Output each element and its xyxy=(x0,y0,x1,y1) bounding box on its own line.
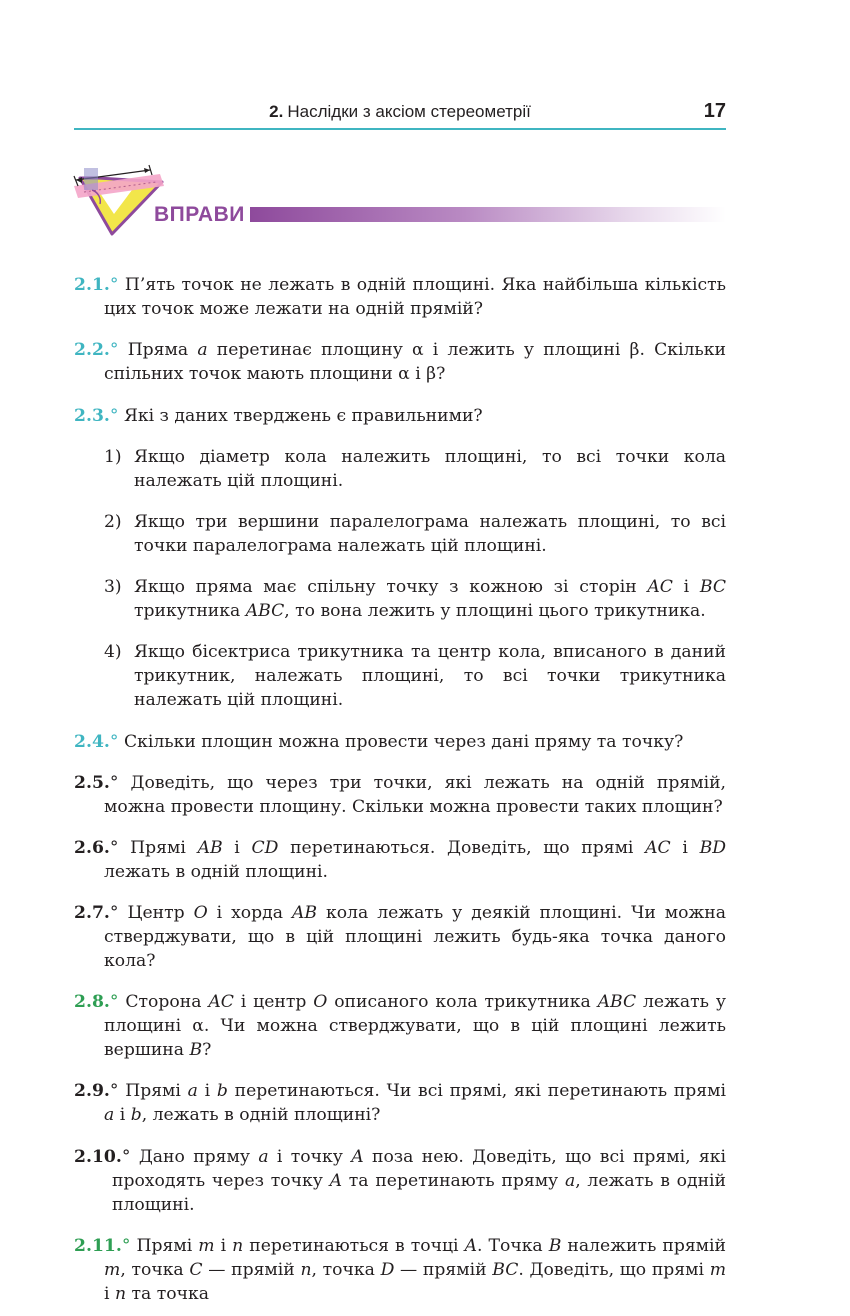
exercise-text: Доведіть, що через три точки, які лежать на одній прямій, можна провести площину. Скільки можна провести таких площин? xyxy=(104,772,726,817)
exercise-text: лежать у площині α. Чи можна стверджувати, що в цій площині лежить вершина xyxy=(104,992,726,1061)
math-var: A xyxy=(329,1170,343,1191)
exercise-text: . Точка xyxy=(477,1235,549,1256)
math-var: AC xyxy=(647,577,673,598)
exercise-text: П’ять точок не лежать в одній площині. Яка найбільша кількість цих точок може лежати на одній прямій? xyxy=(104,275,726,320)
math-var: m xyxy=(104,1259,121,1280)
exercise-number: 2.11. xyxy=(74,1235,122,1256)
exercise-2-3: 2.3.° Які з даних тверджень є правильними? xyxy=(74,405,483,426)
item-text: Якщо пряма має спільну точку з кожною зі сторін xyxy=(134,577,648,598)
ruler-triangle-icon xyxy=(70,160,170,240)
math-var: B xyxy=(548,1235,562,1256)
chapter-number: 2. xyxy=(269,102,284,121)
exercise-number: 2.3. xyxy=(74,405,110,426)
exercise-text: та перетинають пряму xyxy=(342,1170,565,1191)
exercise-text: перетинаються в точці xyxy=(243,1235,465,1256)
math-var: n xyxy=(232,1235,244,1256)
exercise-text: ? xyxy=(202,1040,212,1061)
exercise-text: Прямі xyxy=(136,1235,199,1256)
exercise-2-5: 2.5.° Доведіть, що через три точки, які лежать на одній прямій, можна провести площину. Скільки можна провести таких площин? xyxy=(74,772,726,817)
exercise-number: 2.4. xyxy=(74,731,110,752)
exercise-text: Пряма xyxy=(127,340,198,361)
item-number: 2) xyxy=(104,511,122,532)
exercise-text: . Доведіть, що прямі xyxy=(518,1259,710,1280)
exercise-2-9: 2.9.° Прямі a і b перетинаються. Чи всі прямі, які перетинають прямі a і b, лежать в одній площині? xyxy=(74,1081,726,1126)
exercise-text: , точка xyxy=(120,1259,190,1280)
exercise-text: і xyxy=(214,1235,233,1256)
exercise-text: перетинаються. Чи всі прямі, які перетинають прямі xyxy=(227,1081,726,1102)
exercise-text: — прямій xyxy=(394,1259,493,1280)
page-number: 17 xyxy=(703,100,726,122)
exercise-list xyxy=(74,256,726,1316)
exercises-banner xyxy=(70,160,730,240)
item-text: , то вона лежить у площині цього трикутника. xyxy=(284,601,706,622)
exercise-text: Прямі xyxy=(130,837,198,858)
list-item xyxy=(104,445,726,493)
math-var: B xyxy=(189,1040,203,1061)
exercise-text: і точку xyxy=(268,1146,352,1167)
exercise-number: 2.1. xyxy=(74,275,110,296)
exercise-2-2: 2.2.° Пряма a перетинає площину α і лежить у площині β. Скільки спільних точок мають площини α і β? xyxy=(74,340,726,385)
math-var: A xyxy=(464,1235,478,1256)
exercise-text: Центр xyxy=(127,903,194,924)
math-var: BD xyxy=(699,837,726,858)
exercise-number: 2.2. xyxy=(74,340,110,361)
math-var: n xyxy=(114,1283,127,1304)
exercise-text: Які з даних тверджень є правильними? xyxy=(123,405,483,426)
math-var: C xyxy=(189,1259,203,1280)
exercise-2-3-items xyxy=(74,445,726,713)
running-header xyxy=(74,98,726,130)
math-var: ABC xyxy=(245,601,285,622)
math-var: AB xyxy=(291,903,317,924)
exercise-text: і xyxy=(197,1081,217,1102)
list-item xyxy=(104,575,726,623)
item-text: Якщо діаметр кола належить площині, то всі точки кола належать цій площині. xyxy=(134,446,726,491)
exercise-2-1: 2.1.° П’ять точок не лежать в одній площині. Яка найбільша кількість цих точок може лежати на одній прямій? xyxy=(74,275,726,320)
math-var: ABC xyxy=(597,992,637,1013)
exercise-text: і xyxy=(114,1105,131,1126)
exercise-text: , лежать в одній площині? xyxy=(141,1105,381,1126)
math-var: a xyxy=(197,340,208,361)
math-var: m xyxy=(709,1259,727,1280)
exercise-text: — прямій xyxy=(202,1259,301,1280)
math-var: O xyxy=(313,992,328,1013)
math-var: m xyxy=(198,1235,215,1256)
math-var: AC xyxy=(645,837,671,858)
item-number: 4) xyxy=(104,642,122,663)
math-var: a xyxy=(187,1081,198,1102)
item-text: Якщо бісектриса трикутника та центр кола, вписаного в даний трикутник, належать площині, то всі точки трикутника належать цій площині. xyxy=(134,642,726,711)
math-var: b xyxy=(130,1105,142,1126)
exercise-number: 2.5. xyxy=(74,772,110,793)
exercise-text: лежать в одній площині. xyxy=(104,861,328,882)
exercise-text: і xyxy=(222,837,252,858)
math-var: a xyxy=(564,1170,576,1191)
exercise-text: , лежать в одній площині. xyxy=(112,1170,726,1215)
chapter-title: Наслідки з аксіом стереометрії xyxy=(287,102,531,121)
list-item xyxy=(104,510,726,558)
math-var: CD xyxy=(251,837,279,858)
exercise-number: 2.8. xyxy=(74,992,110,1013)
item-text: і xyxy=(672,577,700,598)
exercise-text: описаного кола трикутника xyxy=(327,992,598,1013)
exercise-2-10: 2.10.° Дано пряму a і точку A поза нею. Доведіть, що всі прямі, які проходять через точку A та перетинають пряму a, лежать в одній площині. xyxy=(74,1146,727,1215)
exercises-title: ВПРАВИ xyxy=(154,203,245,226)
math-var: BC xyxy=(699,577,726,598)
exercise-2-11: 2.11.° Прямі m і n перетинаються в точці A. Точка B належить прямій m, точка C — прямій n, точка D — прямій BC. Доведіть, що прямі m і n та точка xyxy=(74,1235,727,1304)
exercise-2-7: 2.7.° Центр O і хорда AB кола лежать у деякій площині. Чи можна стверджувати, що в цій площині лежить будь-яка точка даного кола? xyxy=(74,903,727,972)
exercise-text: і центр xyxy=(233,992,314,1013)
exercise-text: кола лежать у деякій площині. Чи можна стверджувати, що в цій площині лежить будь-яка точка даного кола? xyxy=(104,903,727,972)
math-var: a xyxy=(258,1146,269,1167)
exercise-text: поза нею. Доведіть, що всі прямі, які проходять через точку xyxy=(112,1146,727,1191)
exercise-2-4: 2.4.° Скільки площин можна провести через дані пряму та точку? xyxy=(74,731,684,752)
exercise-text: Скільки площин можна провести через дані пряму та точку? xyxy=(123,731,684,752)
math-var: b xyxy=(216,1081,228,1102)
math-var: AC xyxy=(208,992,234,1013)
banner-gradient-bar xyxy=(250,207,726,222)
exercise-text: і xyxy=(104,1283,115,1304)
exercise-number: 2.10. xyxy=(74,1146,122,1167)
list-item xyxy=(104,640,726,712)
item-number: 3) xyxy=(104,577,122,598)
exercise-text: Дано пряму xyxy=(138,1146,259,1167)
item-number: 1) xyxy=(104,446,122,467)
math-var: n xyxy=(300,1259,312,1280)
exercise-text: Сторона xyxy=(125,992,209,1013)
math-var: D xyxy=(380,1259,395,1280)
exercise-text: перетинає площину α і лежить у площині β. Скільки спільних точок мають площини α і β? xyxy=(104,340,726,385)
item-text: Якщо три вершини паралелограма належать площині, то всі точки паралелограма належать цій площині. xyxy=(134,511,726,556)
exercise-text: і xyxy=(670,837,700,858)
math-var: a xyxy=(104,1105,115,1126)
exercise-text: та точка xyxy=(126,1283,209,1304)
exercise-text: Прямі xyxy=(125,1081,188,1102)
chapter-heading xyxy=(74,102,726,122)
exercise-text: , точка xyxy=(311,1259,381,1280)
exercise-text: перетинаються. Доведіть, що прямі xyxy=(278,837,646,858)
math-var: O xyxy=(193,903,208,924)
exercise-number: 2.6. xyxy=(74,837,110,858)
item-text: трикутника xyxy=(134,601,246,622)
exercise-2-8: 2.8.° Сторона AC і центр O описаного кола трикутника ABC лежать у площині α. Чи можна стверджувати, що в цій площині лежить вершина B? xyxy=(74,992,726,1061)
exercise-text: і хорда xyxy=(207,903,292,924)
math-var: AB xyxy=(197,837,223,858)
exercise-number: 2.9. xyxy=(74,1081,110,1102)
exercise-text: належить прямій xyxy=(561,1235,726,1256)
exercise-number: 2.7. xyxy=(74,903,110,924)
exercise-2-6: 2.6.° Прямі AB і CD перетинаються. Доведіть, що прямі AC і BD лежать в одній площині. xyxy=(74,837,726,882)
math-var: A xyxy=(351,1146,364,1167)
math-var: BC xyxy=(492,1259,519,1280)
